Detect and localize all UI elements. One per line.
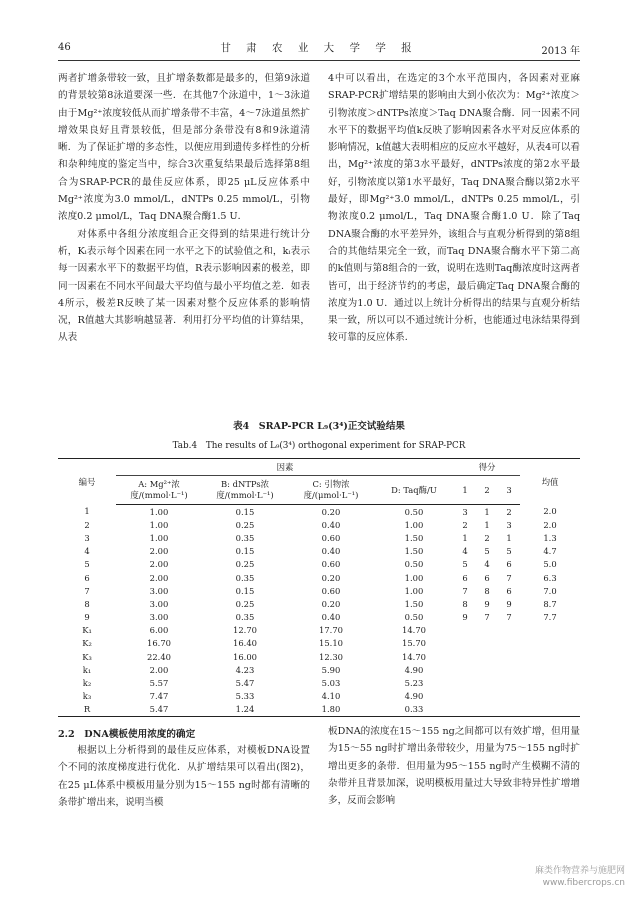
table-cell: 0.15 [235,506,255,517]
table-cell: 16.00 [233,651,257,662]
table-cell: k₁ [82,664,92,675]
table-row [58,690,580,703]
table-cell [498,690,520,703]
table-cell [476,703,498,717]
table-cell: 0.60 [321,559,341,570]
table-cell: 5.90 [321,664,341,675]
header-score-1: 1 [454,476,476,505]
table-cell: 2.00 [149,546,169,557]
table-cell: 7.7 [543,612,557,623]
table-cell: 0.60 [321,585,341,596]
table-row [58,611,580,624]
table-cell: k₂ [82,678,92,689]
paragraph: 板DNA的浓度在15～155 ng之间都可以有效扩增，但用量为15～55 ng时扩增出条带较少，用量为75～155 ng时扩增出更多的条带．但用量为95～155 ng时产生模糊不清的杂带并且背景加深，说明模板用量过大导致非特异性扩增增多，反而会影响 [328,726,580,807]
left-column-top [58,70,310,347]
table-cell [520,690,580,703]
table-cell: 3.00 [149,585,169,596]
table-cell: 4.10 [321,691,341,702]
table-cell [498,663,520,676]
table-cell: 4 [84,546,90,557]
table-cell: 0.33 [374,703,454,717]
table-row [58,584,580,597]
table-cell [520,650,580,663]
table-cell: 0.25 [235,598,255,609]
table-cell [476,690,498,703]
table-cell: 12.70 [233,625,257,636]
table-cell [454,624,476,637]
table-cell: 9 [506,598,512,609]
table-row [58,571,580,584]
table-cell: 16.70 [147,638,171,649]
orthogonal-results-table [58,458,580,717]
table-cell [498,676,520,689]
table-cell: 4.90 [404,691,424,702]
table-cell: 0.35 [235,572,255,583]
table-cell: 2 [84,519,90,530]
table-cell: 0.40 [321,612,341,623]
paragraph: 对体系中各组分浓度组合正交得到的结果进行统计分析，Kᵢ表示每个因素在同一水平之下的试验值之和，kᵢ表示每一因素水平下的数据平均值，R表示影响因素的极差，即同一因素在不同水平间最大平均值与最小平均值之差．如表4所示，极差R反映了某一因素对整个反应体系的影响情况，R值越大其影响越显著．利用打分平均值的计算结果，从表 [58,228,310,344]
table-cell: 0.60 [321,532,341,543]
table-cell: 1.50 [404,546,424,557]
watermark-site-name: 麻类作物营养与施肥网 [534,866,625,876]
table-cell: 1.00 [149,506,169,517]
table-cell: 1.00 [404,572,424,583]
header-score-2: 2 [476,476,498,505]
table-cell: 0.25 [235,559,255,570]
table-cell: 0.15 [235,546,255,557]
table-row [58,637,580,650]
table-cell: 8.7 [543,598,557,609]
table-cell: 1 [484,519,490,530]
table-cell [498,703,520,717]
header-score-3: 3 [498,476,520,505]
table-cell [476,624,498,637]
table-cell: 0.50 [404,559,424,570]
table-cell: 2 [506,506,512,517]
table-cell: 1 [506,532,512,543]
table-caption-en: Tab.4 The results of L₉(3⁴) orthogonal experiment for SRAP-PCR [172,441,466,451]
right-column-bottom [328,723,580,809]
table-cell: 9 [462,612,468,623]
table-cell: 1.3 [543,532,557,543]
table-cell [476,650,498,663]
table-cell: 5.23 [404,678,424,689]
table-cell: 7 [462,585,468,596]
table-cell: 1.50 [404,532,424,543]
table-row [58,505,580,519]
table-cell: 9 [484,598,490,609]
header-factor-a: A: Mg²⁺浓度/(mmol·L⁻¹) [116,476,202,505]
header-factors: 因素 [116,459,454,476]
table-row [58,663,580,676]
table-cell: K₂ [82,638,92,649]
table-cell [498,624,520,637]
table-cell: 0.20 [321,572,341,583]
table-cell: 3 [462,506,468,517]
table-cell: 5.47 [235,678,255,689]
table-cell: 5.33 [235,691,255,702]
table-cell: 0.50 [404,612,424,623]
table-cell: K₃ [82,651,92,662]
watermark-url: www.fibercrops.cn [542,878,625,888]
watermark [535,865,625,889]
table-caption-cn: 表4 SRAP-PCR L₉(3⁴)正交试验结果 [233,421,405,432]
table-cell: 2.0 [543,506,557,517]
table-cell: 22.40 [147,651,171,662]
table-cell: 3 [84,532,90,543]
table-cell: 0.35 [235,612,255,623]
table-cell: 5.47 [116,703,202,717]
table-cell: 4.90 [404,664,424,675]
header-mean: 均值 [520,459,580,505]
table-cell: 7 [506,612,512,623]
table-row [58,531,580,544]
table-cell: 8 [84,598,90,609]
table-cell: 8 [462,598,468,609]
table-cell: 6 [484,572,490,583]
section-heading: 2.2 DNA模板使用浓度的确定 [58,729,196,740]
table-cell [520,624,580,637]
table-cell: 2.00 [149,559,169,570]
header-factor-d: D: Taq酶/U [374,476,454,505]
paragraph: 4中可以看出，在选定的3个水平范围内，各因素对亚麻SRAP-PCR扩增结果的影响由大到小依次为：Mg²⁺浓度＞引物浓度＞dNTPs浓度＞Taq DNA聚合酶．同一因素不同水平下的数据平均值k反映了影响因素各水平对反应体系的影响情况，k值越大表明相应的反应水平越好，从表4可以看出，Mg²⁺浓度的第3水平最好，dNTPs浓度的第2水平最好，引物浓度以第1水平最好，Taq DNA聚合酶以第2水平最好，即Mg²⁺3.0 mmol/L，dNTPs 0.25 mmol/L，引物浓度0.2 μmol/L，Taq DNA聚合酶1.0 U．除了Taq DNA聚合酶的水平差异外，该组合与直观分析得到的第8组合的其他结果完全一致，而Taq DNA聚合酶水平下第二高的k值则与第8组合的一致，说明在选则Taq酶浓度时这两者皆可，出于经济节约的考虑，最后确定Taq DNA聚合酶的浓度为1.0 U．通过以上统计分析得出的结果与直观分析结果一致，所以可以不通过统计分析，也能通过电泳结果得到较可靠的反应体系． [328,73,580,344]
table-cell: 5 [506,546,512,557]
table-cell: 0.25 [235,519,255,530]
table-cell: 4 [484,559,490,570]
table-cell: 1.24 [202,703,288,717]
table-cell: 6 [84,572,90,583]
table-cell [476,663,498,676]
table-cell: 3.00 [149,612,169,623]
table-cell: 7 [484,612,490,623]
table-cell [520,637,580,650]
table-row [58,676,580,689]
header-factor-c: C: 引物浓度/(μmol·L⁻¹) [288,476,374,505]
page-number: 46 [58,42,71,53]
table-cell: 0.15 [235,585,255,596]
table-cell: 0.20 [321,598,341,609]
table-cell: 0.40 [321,546,341,557]
table-cell: 14.70 [402,625,426,636]
table-cell: 0.35 [235,532,255,543]
table-cell: 3.00 [149,598,169,609]
table-cell: 5 [462,559,468,570]
table-cell: 12.30 [319,651,343,662]
table-cell [520,676,580,689]
table-cell: 6 [462,572,468,583]
table-cell: 15.70 [402,638,426,649]
table-row [58,650,580,663]
table-cell: 6 [506,559,512,570]
table-cell: 5.0 [543,559,557,570]
table-cell: 5.57 [149,678,169,689]
table-cell: 1.50 [404,598,424,609]
table-cell: 1.00 [404,519,424,530]
table-cell: 2.00 [149,572,169,583]
table-cell [454,676,476,689]
table-cell [498,650,520,663]
table-cell [498,637,520,650]
table-cell: K₁ [82,625,92,636]
table-row [58,597,580,610]
table-cell: 7 [506,572,512,583]
table-row [58,545,580,558]
table-cell: 4 [462,546,468,557]
table-cell: 6.00 [149,625,169,636]
table-cell: 0.20 [321,506,341,517]
right-column-top [328,70,580,347]
left-column-bottom [58,742,310,811]
table-body [58,505,580,717]
table-cell: R [58,703,116,717]
table-cell: 8 [484,585,490,596]
header-number: 编号 [58,459,116,505]
table-cell: 2 [484,532,490,543]
table-cell [520,663,580,676]
table-cell: 15.10 [319,638,343,649]
table-cell [476,676,498,689]
table-cell: 9 [84,612,90,623]
table-cell: 1.00 [404,585,424,596]
table-cell [454,637,476,650]
table-cell: 16.40 [233,638,257,649]
table-cell: 5.03 [321,678,341,689]
table-cell [454,690,476,703]
table-row [58,518,580,531]
table-cell [520,703,580,717]
journal-title: 甘 肃 农 业 大 学 学 报 [220,42,418,54]
table-cell: 1 [484,506,490,517]
publication-year: 2013 年 [541,46,580,57]
table-cell: 5 [484,546,490,557]
header-scores: 得分 [454,459,520,476]
table-cell: 2.00 [149,664,169,675]
table-cell: 4.7 [543,546,557,557]
paragraph: 根据以上分析得到的最佳反应体系，对模板DNA设置个不同的浓度梯度进行优化．从扩增结果可以看出(图2)，在25 μL体系中模板用量分别为15～155 ng时都有清晰的条带扩增出来，说明当模 [58,745,310,808]
table-cell [476,637,498,650]
header-rule [58,60,580,61]
table-cell: 14.70 [402,651,426,662]
table-row [58,558,580,571]
table-cell: 2 [462,519,468,530]
table-cell: 6 [506,585,512,596]
running-header [58,40,580,58]
table-cell: 0.40 [321,519,341,530]
table-cell: 1 [84,506,90,517]
table-cell: 1.80 [288,703,374,717]
table-row [58,624,580,637]
table-cell: 1.00 [149,532,169,543]
table-cell: 1 [462,532,468,543]
paragraph: 两者扩增条带较一致，且扩增条数都是最多的，但第9泳道的背景较第8泳道要深一些．在其他7个泳道中，1～3泳道由于Mg²⁺浓度较低从而扩增条带不丰富，4～7泳道虽然扩增效果良好且背景较低，但是部分条带没有8和9泳道清晰．为了保证扩增的多态性，以便应用到遗传多样性的分析和杂种纯度的鉴定当中，综合3次重复结果最后选择第8组合为SRAP-PCR的最佳反应体系，即25 μL反应体系中Mg²⁺浓度为3.0 mmol/L，dNTPs 0.25 mmol/L，引物浓度0.2 μmol/L，Taq DNA聚合酶1.5 U． [58,73,310,223]
table-cell [454,703,476,717]
table-cell: k₃ [82,691,92,702]
table-cell: 1.00 [149,519,169,530]
table-cell: 4.23 [235,664,255,675]
table-cell: 3 [506,519,512,530]
table-cell: 17.70 [319,625,343,636]
table-cell [454,663,476,676]
table-cell: 7 [84,585,90,596]
header-factor-b: B: dNTPs浓度/(mmol·L⁻¹) [202,476,288,505]
table-cell: 7.0 [543,585,557,596]
table-cell: 6.3 [543,572,557,583]
table-cell [454,650,476,663]
table-cell: 7.47 [149,691,169,702]
table-cell: 2.0 [543,519,557,530]
table-cell: 5 [84,559,90,570]
table-cell: 0.50 [404,506,424,517]
table-row [58,703,580,717]
